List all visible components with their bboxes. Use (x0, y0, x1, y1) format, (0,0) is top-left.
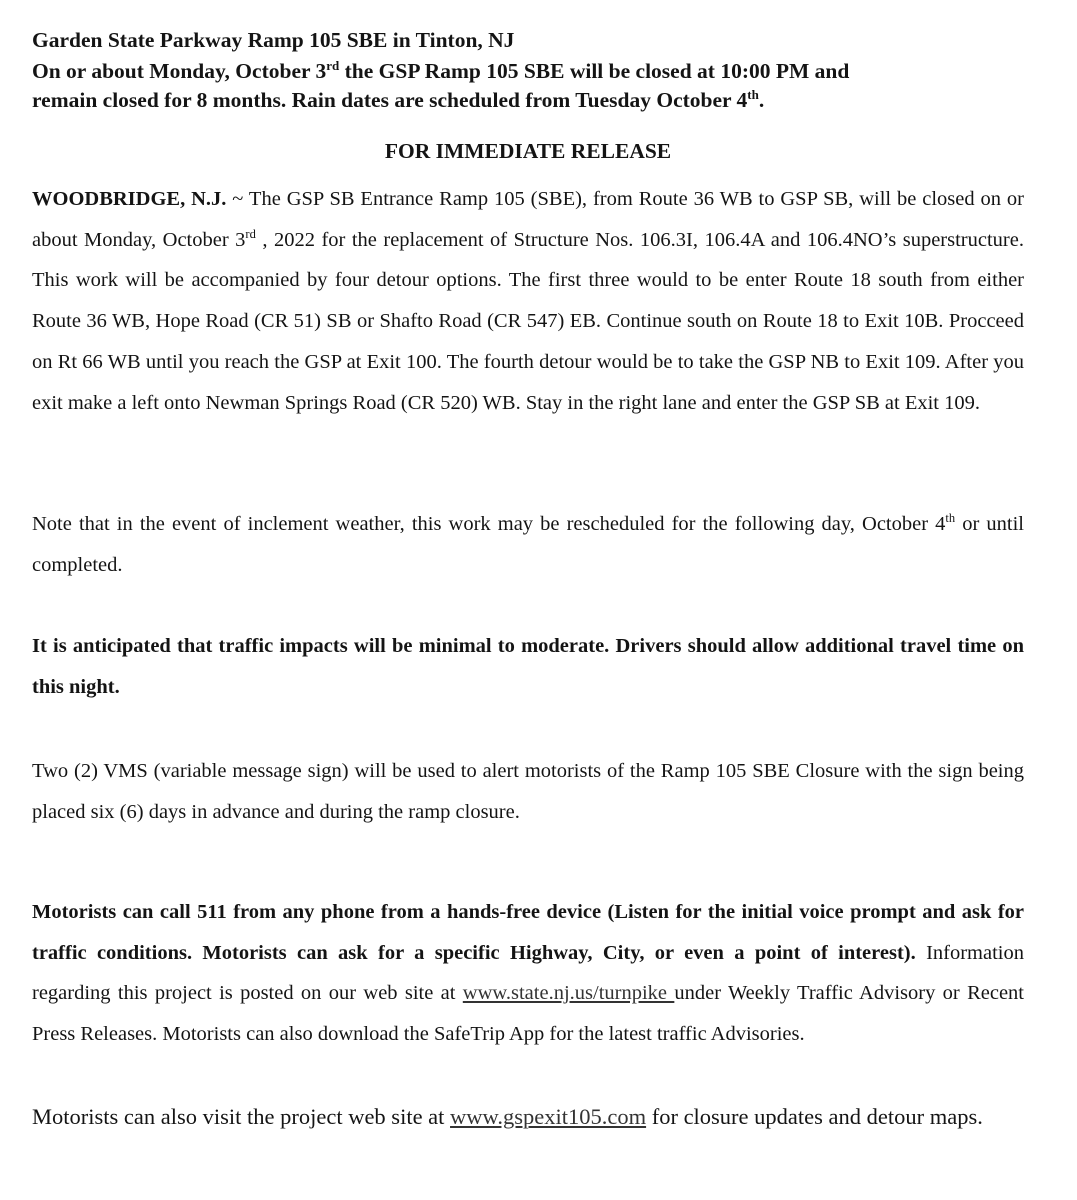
paragraph-weather (32, 504, 1024, 585)
headline-title (32, 26, 514, 55)
paragraph-511 (32, 892, 1024, 1055)
headline-line-3 (32, 86, 764, 115)
paragraph-detours-text-1: ~ The GSP SB Entrance Ramp 105 (SBE), from Route 36 WB to GSP SB, will be closed on or about Monday, October 3 (32, 188, 1024, 251)
headline-line-2 (32, 57, 849, 86)
headline-title-text: Garden State Parkway Ramp 105 SBE in Tinton, NJ (32, 28, 515, 52)
paragraph-project-site-text-1: Motorists can also visit the project web site at (32, 1104, 451, 1129)
paragraph-detours-text-2: , 2022 for the replacement of Structure Nos. 106.3I, 106.4A and 106.4NO’s superstructure. This work will be accompanied by four detour options. The first three would to be enter Route 18 south from either Route 36 WB, Hope Road (CR 51) SB or Shafto Road (CR 547) EB. Continue south on Route 18 to Exit 10B. Procceed on Rt 66 WB until you reach the GSP at Exit 100. The fourth detour would be to take the GSP NB to Exit 109. After you exit make a left onto Newman Springs Road (CR 520) WB. Stay in the right lane and enter the GSP SB at Exit 109. (32, 228, 1024, 414)
paragraph-511-text-2: under Weekly Traffic Advisory or Recent Press Releases. Motorists can also download the SafeTrip App for the latest traffic Advisories. (32, 982, 1024, 1046)
headline-ordinal-rd: rd (326, 57, 340, 73)
paragraph-project-site (32, 1102, 1024, 1132)
paragraph-vms: Two (2) VMS (variable message sign) will be used to alert motorists of the Ramp 105 SBE Closure with the sign being placed six (6) days in advance and during the ramp closure. (32, 760, 1024, 823)
paragraph-511-text-1: Information regarding this project is posted on our web site at (32, 941, 1024, 1005)
turnpike-link[interactable]: www.state.nj.us/turnpike (462, 982, 675, 1005)
paragraph-511-bold: Motorists can call 511 from any phone from a hands-free device (Listen for the initial voice prompt and ask for traffic conditions. Motorists can ask for a specific Highway, City, or even a point of interest). (32, 901, 1024, 964)
paragraph-traffic-impact: It is anticipated that traffic impacts will be minimal to moderate. Drivers should allow additional travel time on this night. (32, 635, 1024, 698)
dateline: WOODBRIDGE, N.J. (32, 188, 227, 210)
paragraph-project-site-text-2: for closure updates and detour maps. (646, 1104, 983, 1129)
headline-line-3-text-b: . (758, 88, 765, 112)
headline-ordinal-th: th (747, 86, 759, 102)
paragraph-weather-ordinal: th (945, 511, 956, 526)
headline-line-2-text-b: the GSP Ramp 105 SBE will be closed at 10:00 PM and (339, 59, 850, 83)
paragraph-weather-text-1: Note that in the event of inclement weather, this work may be rescheduled for the following day, October 4 (32, 513, 946, 535)
paragraph-detours-ordinal: rd (245, 226, 256, 241)
headline-line-2-text-a: On or about Monday, October 3 (32, 59, 327, 83)
paragraph-detours (32, 179, 1024, 423)
project-site-link[interactable]: www.gspexit105.com (450, 1104, 647, 1129)
paragraph-weather-text-2: or until completed. (32, 513, 1024, 576)
release-label: FOR IMMEDIATE RELEASE (384, 139, 672, 163)
headline-line-3-text-a: remain closed for 8 months. Rain dates are scheduled from Tuesday October 4 (32, 88, 748, 112)
